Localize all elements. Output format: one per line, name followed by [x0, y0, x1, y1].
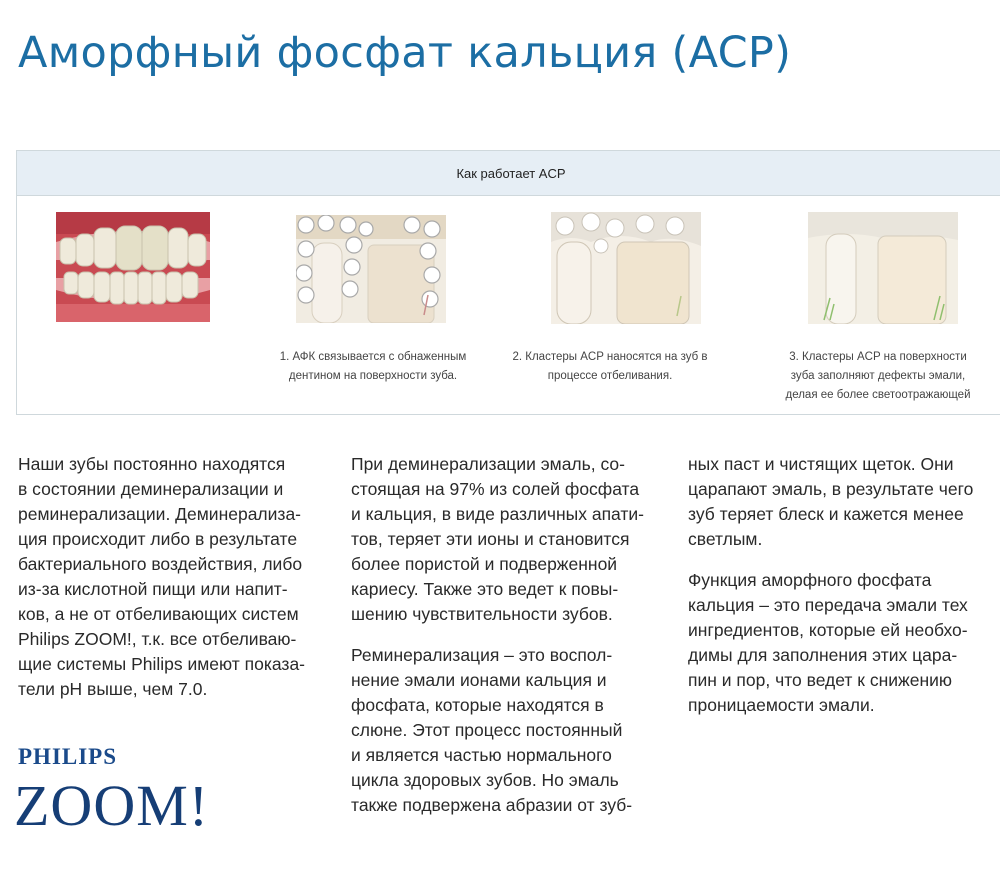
philips-logo: PHILIPS: [18, 744, 118, 769]
paragraph: Функция аморфного фосфата кальция – это передача эмали тех ингредиентов, которые ей необхо- димы для заполнения этих цара- пин и пор, что ведет к снижению проницаемости эмали.: [688, 570, 968, 715]
teeth-photo: [56, 212, 210, 322]
step1-illustration: [296, 215, 446, 323]
page-title: Аморфный фосфат кальция (ACP): [18, 28, 792, 78]
step3-illustration: [808, 212, 958, 324]
zoom-logo: ZOOM!: [14, 773, 210, 838]
panel-heading: Как работает ACP: [17, 151, 1000, 196]
text-column-1: [18, 452, 338, 718]
step2-illustration: [551, 212, 701, 324]
paragraph: Реминерализация – это воспол- нение эмали ионами кальция и фосфата, которые находятся в слюне. Этот процесс постоянный и является частью нормального цикла здоровых зубов. Но эмаль также подвержена абразии от зуб-: [351, 645, 633, 815]
text-column-2: [351, 452, 671, 834]
step2-caption: 2. Кластеры ACP наносятся на зуб в процессе отбеливания.: [512, 351, 708, 382]
paragraph: Наши зубы постоянно находятся в состоянии деминерализации и реминерализации. Деминерализа- ция происходит либо в результате бактериального воздействия, либо из-за кислотной пищи или напит- ков, а не от отбеливающих систем Philips ZOOM!, т.к. все отбеливаю- щие системы Philips имеют показа- тели pH выше, чем 7.0.: [18, 454, 306, 699]
paragraph: ных паст и чистящих щеток. Они царапают эмаль, в результате чего зуб теряет блеск и кажется менее светлым.: [688, 454, 974, 549]
text-column-3: [688, 452, 998, 734]
paragraph: При деминерализации эмаль, со- стоящая на 97% из солей фосфата и кальция, в виде различных апати- тов, теряет эти ионы и становится более пористой и подверженной кариесу. Также это ведет к повы- шению чувствительности зубов.: [351, 454, 645, 624]
step3-caption: 3. Кластеры ACP на поверхности зуба заполняют дефекты эмали, делая ее более светоотражающей: [785, 351, 971, 401]
step1-caption: 1. АФК связывается с обнаженным дентином на поверхности зуба.: [279, 351, 467, 382]
